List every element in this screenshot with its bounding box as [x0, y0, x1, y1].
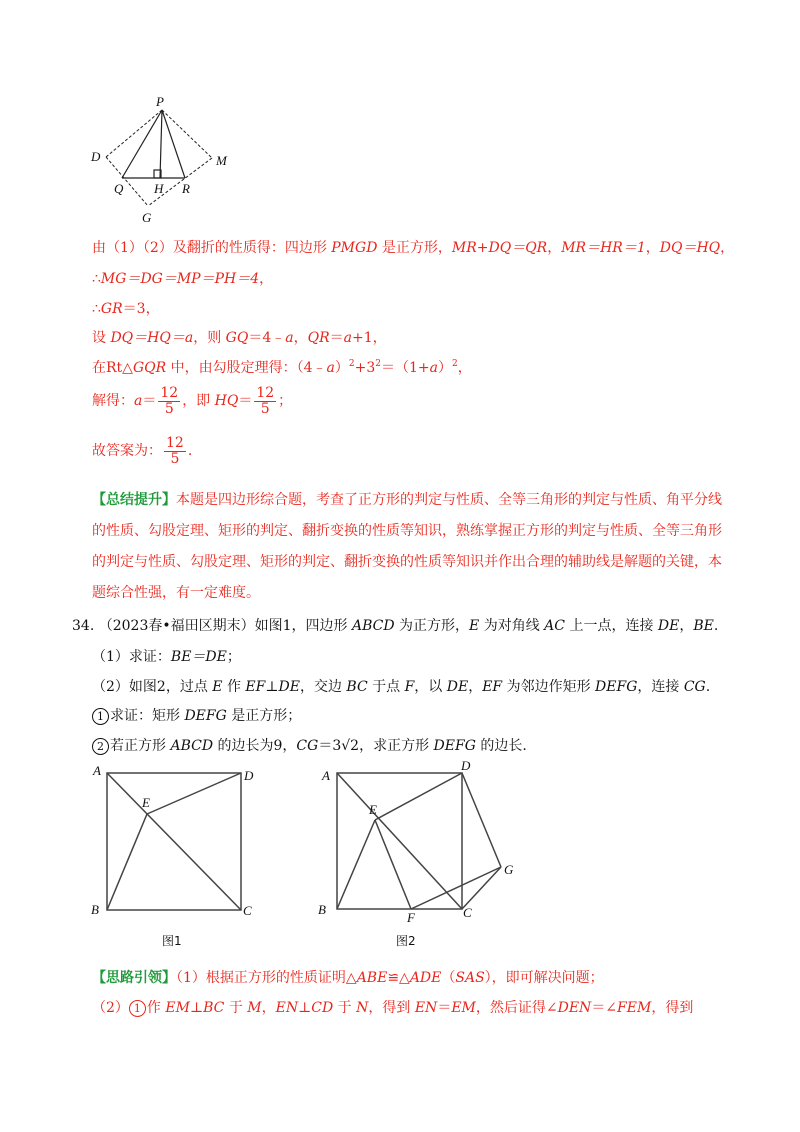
label-g: G — [142, 210, 152, 225]
summary-line-4: 题综合性强，有一定难度。 — [92, 585, 260, 601]
summary-line-2: 的性质、勾股定理、矩形的判定、翻折变换的性质等知识，熟练掌握正方形的判定与性质、全等三角形 — [92, 523, 722, 539]
fig2-caption: 图2 — [396, 934, 416, 948]
circled-number-2: 2 — [92, 738, 109, 755]
hint-tag: 【思路引领】 — [92, 970, 176, 986]
hint-line-1: 【思路引领】（1）根据正方形的性质证明△ABE≌△ADE（SAS），即可解决问题； — [92, 970, 604, 986]
diagonal-ac — [107, 773, 241, 910]
summary-tag: 【总结提升】 — [92, 492, 176, 508]
hint-line-2: （2） 1 作 EM⊥BC 于 M，EN⊥CD 于 N，得到 EN＝EM，然后证得∠DEN＝∠FEM，得到 — [92, 1000, 694, 1016]
question-2: （2）如图2，过点 E 作 EF⊥DE，交边 BC 于点 F，以 DE，EF 为邻边作矩形 DEFG，连接 CG. — [92, 679, 711, 695]
solution-line-3: ∴GR＝3， — [92, 301, 160, 317]
fig2-label-d: D — [461, 760, 471, 773]
label-q: Q — [114, 181, 124, 196]
segment-be-2 — [337, 820, 375, 909]
fig1-label-d: D — [244, 768, 254, 783]
segment-pd — [106, 110, 162, 157]
summary-line-3: 的判定与性质、勾股定理、矩形的判定、翻折变换的性质等知识并作出合理的辅助线是解题的关键，本 — [92, 554, 722, 570]
fig2-label-e: E — [369, 802, 377, 817]
solution-line-5: 在Rt△GQR 中，由勾股定理得：$(4﹣a)^2+3^2=(1+a)^2$， — [92, 359, 472, 376]
fig2-label-g: G — [504, 862, 514, 877]
fig1-label-e: E — [142, 795, 150, 810]
top-figure — [84, 92, 234, 226]
segment-de-2 — [375, 773, 462, 820]
question-2-2: 2 若正方形 ABCD 的边长为9，CG＝3√2，求正方形 DEFG 的边长. — [92, 735, 527, 755]
problem-number: 34. — [72, 618, 95, 634]
summary-line-1: 【总结提升】本题是四边形综合题，考查了正方形的判定与性质、全等三角形的判定与性质、角平分线 — [92, 492, 722, 508]
fig2-label-b: B — [318, 902, 326, 917]
circled-number-1: 1 — [92, 708, 109, 725]
solution-line-6: 解得：a＝ $\frac{12}{5}$ ，即 HQ＝ $\frac{12}{5}$ ； — [92, 385, 293, 417]
segment-dg — [462, 773, 501, 867]
problem-intro: 34. （2023春•福田区期末）如图1，四边形 ABCD 为正方形，E 为对角线 AC 上一点，连接 DE，BE. — [72, 618, 719, 634]
diagonal-ac-2 — [337, 773, 462, 909]
question-2-1: 1 求证：矩形 DEFG 是正方形； — [92, 705, 301, 725]
segment-cg — [462, 867, 501, 909]
solution-line-2: ∴MG＝DG＝MP＝PH＝4， — [92, 271, 274, 287]
label-m: M — [216, 153, 227, 168]
segment-pr — [162, 110, 185, 178]
fig1-label-a: A — [93, 763, 101, 778]
fraction-hq: $\frac{12}{5}$ — [256, 385, 275, 417]
fraction-a: $\frac{12}{5}$ — [160, 385, 179, 417]
label-r: R — [182, 181, 190, 196]
figure-2 — [312, 760, 522, 955]
fig1-caption: 图1 — [162, 934, 182, 948]
label-p: P — [156, 94, 164, 109]
question-1: （1）求证：BE＝DE； — [92, 649, 241, 665]
fig1-label-b: B — [91, 902, 99, 917]
circled-number-hint: 1 — [129, 1000, 146, 1017]
fig2-label-f: F — [407, 910, 415, 925]
solution-line-1: 由（1）（2）及翻折的性质得：四边形 PMGD 是正方形，MR+DQ＝QR，MR＝HR＝1，DQ＝HQ， — [92, 240, 735, 256]
segment-be — [107, 814, 147, 910]
fig2-label-a: A — [322, 768, 330, 783]
fig2-label-c: C — [463, 905, 472, 920]
segment-de — [147, 773, 241, 814]
fig1-label-c: C — [243, 903, 252, 918]
segment-dg — [106, 157, 148, 206]
figure-1 — [88, 760, 268, 955]
solution-line-4: 设 DQ＝HQ＝a，则 GQ＝4﹣a，QR＝a+1， — [92, 330, 387, 346]
solution-line-7: 故答案为： $\frac{12}{5}$ . — [92, 435, 193, 467]
fraction-answer: $\frac{12}{5}$ — [166, 435, 184, 467]
segment-pq — [122, 110, 162, 178]
label-d: D — [91, 149, 101, 164]
segment-ph — [160, 110, 162, 178]
label-h: H — [154, 181, 164, 196]
